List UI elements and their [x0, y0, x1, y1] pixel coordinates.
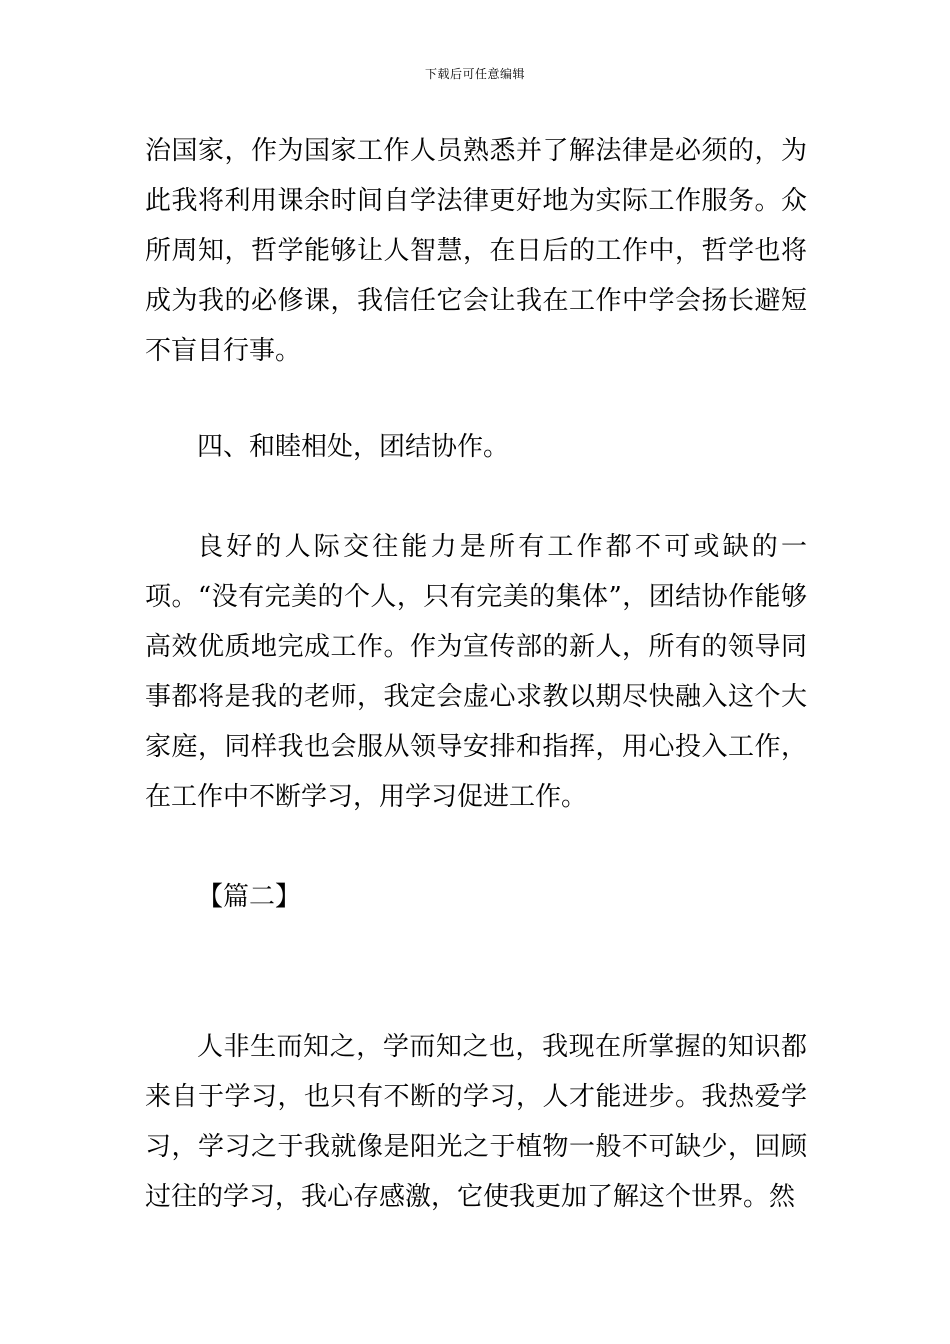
paragraph-learning: 人非生而知之，学而知之也，我现在所掌握的知识都来自于学习，也只有不断的学习，人才能进步。我热爱学习，学习之于我就像是阳光之于植物一般不可缺少，回顾过往的学习，我心存感激，它使我更加了解这个世界。然	[145, 1032, 807, 1212]
heading-section-four: 四、和睦相处，团结协作。	[197, 432, 510, 462]
paragraph-teamwork: 良好的人际交往能力是所有工作都不可或缺的一项。“没有完美的个人，只有完美的集体”，团结协作能够高效优质地完成工作。作为宣传部的新人，所有的领导同事都将是我的老师，我定会虚心求教以期尽快融入这个大家庭，同样我也会服从领导安排和指挥，用心投入工作，在工作中不断学习，用学习促进工作。	[145, 532, 807, 812]
paragraph-law-philosophy: 治国家，作为国家工作人员熟悉并了解法律是必须的，为此我将利用课余时间自学法律更好地为实际工作服务。众所周知，哲学能够让人智慧，在日后的工作中，哲学也将成为我的必修课，我信任它会让我在工作中学会扬长避短不盲目行事。	[145, 136, 807, 366]
page-header: 下载后可任意编辑	[424, 67, 525, 81]
section-title-part-two: 【篇二】	[197, 882, 302, 912]
